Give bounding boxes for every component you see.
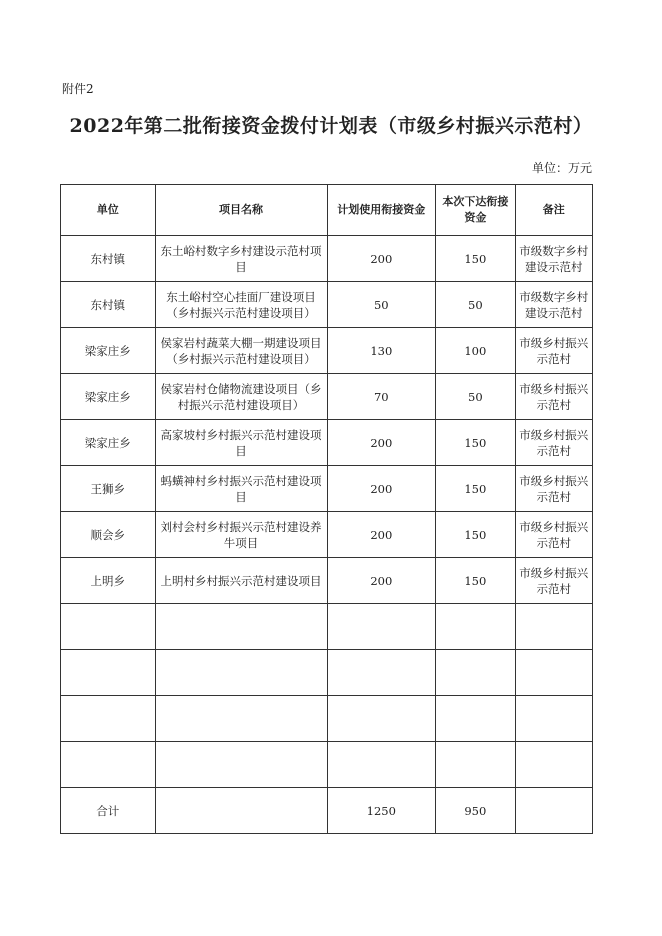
empty-cell bbox=[155, 742, 327, 788]
empty-cell bbox=[327, 604, 436, 650]
cell-project-name: 侯家岩村仓储物流建设项目（乡村振兴示范村建设项目） bbox=[155, 374, 327, 420]
empty-cell bbox=[155, 604, 327, 650]
cell-issued-funds: 150 bbox=[436, 420, 516, 466]
empty-row bbox=[61, 696, 593, 742]
table-row bbox=[61, 236, 593, 282]
cell-project-name: 刘村会村乡村振兴示范村建设养牛项目 bbox=[155, 512, 327, 558]
table-header-row bbox=[61, 185, 593, 236]
table-row bbox=[61, 466, 593, 512]
empty-cell bbox=[61, 650, 156, 696]
empty-cell bbox=[515, 742, 592, 788]
empty-cell bbox=[515, 788, 592, 834]
cell-planned-funds: 200 bbox=[327, 558, 436, 604]
cell-project-name: 东土峪村空心挂面厂建设项目（乡村振兴示范村建设项目） bbox=[155, 282, 327, 328]
table-row bbox=[61, 420, 593, 466]
table-row bbox=[61, 558, 593, 604]
table-row bbox=[61, 374, 593, 420]
empty-cell bbox=[155, 650, 327, 696]
attachment-label: 附件2 bbox=[62, 82, 94, 96]
cell-remarks: 市级乡村振兴示范村 bbox=[515, 466, 592, 512]
cell-planned-funds: 200 bbox=[327, 512, 436, 558]
cell-issued-funds: 150 bbox=[436, 236, 516, 282]
header-project-name: 项目名称 bbox=[155, 185, 327, 236]
cell-issued-funds: 100 bbox=[436, 328, 516, 374]
cell-planned-funds: 200 bbox=[327, 236, 436, 282]
header-planned-funds: 计划使用衔接资金 bbox=[327, 185, 436, 236]
empty-row bbox=[61, 742, 593, 788]
cell-remarks: 市级乡村振兴示范村 bbox=[515, 558, 592, 604]
empty-cell bbox=[436, 604, 516, 650]
empty-cell bbox=[515, 650, 592, 696]
table-row bbox=[61, 282, 593, 328]
table-row bbox=[61, 328, 593, 374]
cell-remarks: 市级数字乡村建设示范村 bbox=[515, 236, 592, 282]
cell-unit: 梁家庄乡 bbox=[61, 374, 156, 420]
empty-cell bbox=[155, 788, 327, 834]
empty-cell bbox=[155, 696, 327, 742]
empty-cell bbox=[515, 604, 592, 650]
header-unit: 单位 bbox=[61, 185, 156, 236]
cell-project-name: 东土峪村数字乡村建设示范村项目 bbox=[155, 236, 327, 282]
cell-unit: 王狮乡 bbox=[61, 466, 156, 512]
cell-planned-funds: 130 bbox=[327, 328, 436, 374]
cell-project-name: 上明村乡村振兴示范村建设项目 bbox=[155, 558, 327, 604]
cell-remarks: 市级乡村振兴示范村 bbox=[515, 328, 592, 374]
empty-cell bbox=[327, 696, 436, 742]
empty-cell bbox=[61, 604, 156, 650]
cell-unit: 东村镇 bbox=[61, 282, 156, 328]
cell-project-name: 高家坡村乡村振兴示范村建设项目 bbox=[155, 420, 327, 466]
cell-remarks: 市级数字乡村建设示范村 bbox=[515, 282, 592, 328]
cell-issued-funds: 50 bbox=[436, 282, 516, 328]
empty-cell bbox=[436, 696, 516, 742]
total-row bbox=[61, 788, 593, 834]
page-title: 2022年第二批衔接资金拨付计划表（市级乡村振兴示范村） bbox=[69, 115, 593, 137]
header-issued-funds: 本次下达衔接资金 bbox=[436, 185, 516, 236]
cell-planned-funds: 200 bbox=[327, 466, 436, 512]
cell-project-name: 蚂蟥神村乡村振兴示范村建设项目 bbox=[155, 466, 327, 512]
empty-row bbox=[61, 650, 593, 696]
empty-cell bbox=[61, 742, 156, 788]
cell-unit: 梁家庄乡 bbox=[61, 420, 156, 466]
cell-unit: 上明乡 bbox=[61, 558, 156, 604]
table-row bbox=[61, 512, 593, 558]
funding-plan-table bbox=[60, 184, 593, 834]
cell-planned-funds: 50 bbox=[327, 282, 436, 328]
empty-cell bbox=[327, 650, 436, 696]
empty-cell bbox=[61, 696, 156, 742]
total-issued-funds: 950 bbox=[436, 788, 516, 834]
cell-planned-funds: 200 bbox=[327, 420, 436, 466]
cell-issued-funds: 50 bbox=[436, 374, 516, 420]
empty-cell bbox=[327, 742, 436, 788]
header-remarks: 备注 bbox=[515, 185, 592, 236]
cell-unit: 东村镇 bbox=[61, 236, 156, 282]
cell-remarks: 市级乡村振兴示范村 bbox=[515, 374, 592, 420]
cell-remarks: 市级乡村振兴示范村 bbox=[515, 512, 592, 558]
cell-issued-funds: 150 bbox=[436, 558, 516, 604]
empty-cell bbox=[436, 650, 516, 696]
cell-issued-funds: 150 bbox=[436, 512, 516, 558]
cell-planned-funds: 70 bbox=[327, 374, 436, 420]
cell-remarks: 市级乡村振兴示范村 bbox=[515, 420, 592, 466]
cell-unit: 顺会乡 bbox=[61, 512, 156, 558]
cell-unit: 梁家庄乡 bbox=[61, 328, 156, 374]
empty-row bbox=[61, 604, 593, 650]
cell-project-name: 侯家岩村蔬菜大棚一期建设项目（乡村振兴示范村建设项目） bbox=[155, 328, 327, 374]
total-planned-funds: 1250 bbox=[327, 788, 436, 834]
total-label: 合计 bbox=[61, 788, 156, 834]
cell-issued-funds: 150 bbox=[436, 466, 516, 512]
empty-cell bbox=[436, 742, 516, 788]
empty-cell bbox=[515, 696, 592, 742]
unit-note: 单位：万元 bbox=[531, 161, 592, 175]
